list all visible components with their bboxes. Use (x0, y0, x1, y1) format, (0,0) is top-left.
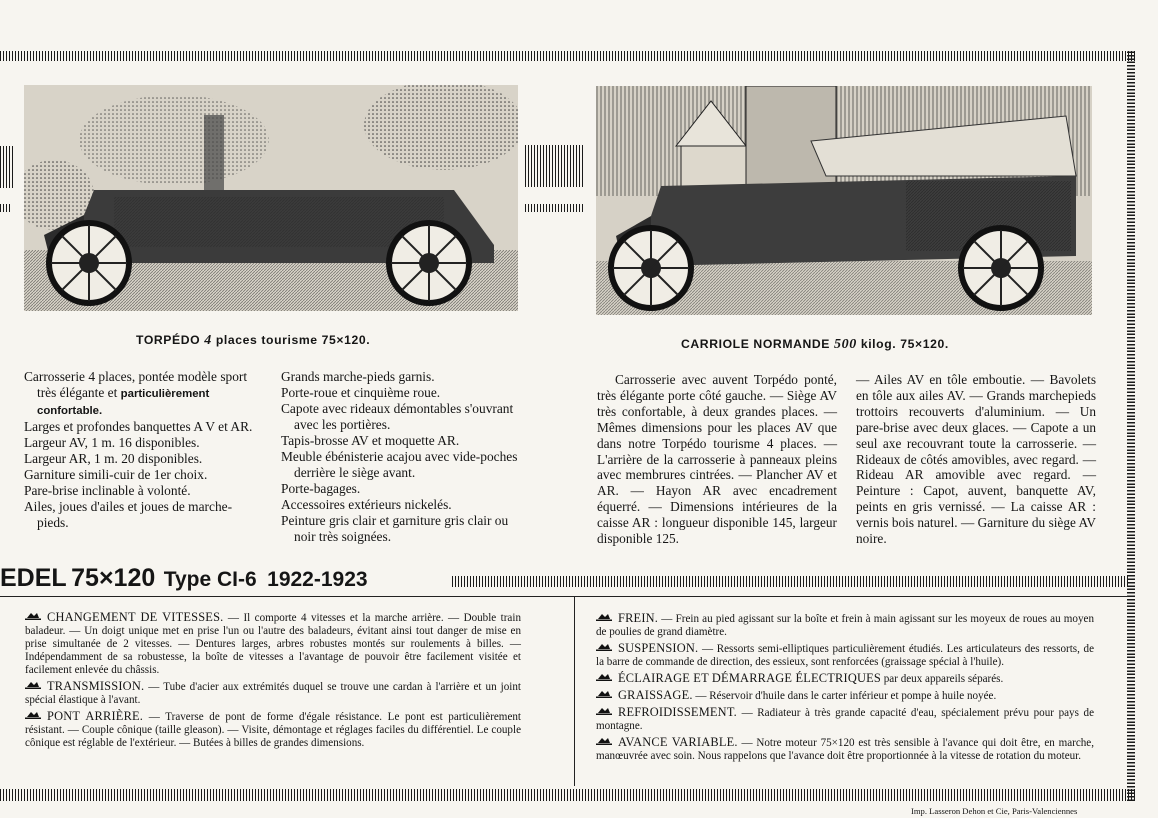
torpedo-caption-title: TORPÉDO (136, 333, 201, 347)
torpedo-feature-item (24, 369, 262, 419)
carriole-description-col2: — Ailes AV en tôle emboutie. — Bavolets en tôle aux ailes AV. — Grands marchepieds trottoirs recouverts d'aluminium. — Un pare-brise avec deux glaces. — Capote a un seul axe recouvrant toute la carrosserie. — Rideaux de côtés amovibles, avec regard. — Rideau AR amovible avec regard. — Peinture : Capot, auvent, banquette AV, peints en gris vernissé. — La caisse AR : vernis bois naturel. — Garniture du siège AV noire. (856, 372, 1096, 547)
spec-paragraph (25, 680, 521, 707)
torpedo-feature-item (24, 435, 262, 451)
specs-left-column (25, 611, 521, 753)
spec-paragraph (596, 642, 1094, 669)
torpedo-feature-text: Largeur AR, 1 m. 20 disponibles. (24, 451, 203, 466)
carriole-description-col1: Carrosserie avec auvent Torpédo ponté, très élégante porte côté gauche. — Siège AV très confortable, à deux grandes places. — Mêmes dimensions pour les places AV que dans notre Torpédo tourisme 4 places. — L'arrière de la carrosserie à panneaux pleins avec membrures cintrées. — Plancher AV et AR. — Hayon AR avec encadrement équerré. — Dimensions intérieures de la caisse AR : longueur disponible 145, largeur disponible 125. (597, 372, 837, 547)
torpedo-feature-item: Peinture gris clair et garniture gris clair ou noir très soignées. (281, 513, 509, 544)
left-side-small-block (0, 204, 10, 212)
center-ornament-small (525, 204, 583, 212)
torpedo-feature-item: Capote avec rideaux démontables s'ouvrant avec les portières. (281, 401, 514, 432)
carriole-caption-title: CARRIOLE NORMANDE (681, 337, 830, 351)
torpedo-feature-item: Porte-roue et cinquième roue. (281, 385, 441, 400)
torpedo-features-col2 (281, 369, 521, 545)
spec-keyword: TRANSMISSION. (47, 679, 145, 694)
spec-keyword: FREIN. (618, 611, 659, 625)
right-border-rule (1127, 51, 1135, 801)
carriole-photo (596, 86, 1092, 315)
torpedo-feature-item: Meuble ébénisterie acajou avec vide-poches derrière le siège avant. (281, 449, 518, 480)
bullet-logo-icon (596, 690, 612, 699)
specs-frame-top (0, 596, 1128, 597)
bullet-logo-icon (25, 681, 41, 690)
torpedo-features-col1 (24, 369, 262, 531)
torpedo-caption (136, 333, 370, 349)
spec-text: — Frein au pied agissant sur la boîte et frein à main agissant sur les moyeux de roues au moyen de poulies de grand diamètre. (596, 613, 1094, 639)
bullet-logo-icon (596, 613, 612, 622)
bullet-logo-icon (596, 673, 612, 682)
spec-text: — Il comporte 4 vitesses et la marche arrière. — Double train baladeur. — Un doigt unique met en prise l'un ou l'autre des baladeurs, évitant ainsi tout danger de mise en prise simultanée de 2 vitesses. — Dentures larges, arbres robustes montés sur roulements à billes. — Indépendamment de sa robustesse, la boîte de vitesses a l'avantage de pouvoir être facilement visitée et facilement enlevée du châssis. (25, 612, 521, 677)
spec-text: par deux appareils séparés. (880, 673, 1004, 686)
torpedo-feature-item (24, 451, 262, 467)
torpedo-feature-text: Carrosserie 4 places, pontée modèle sport très élégante et (24, 369, 248, 400)
heading-size: 75×120 (71, 564, 156, 592)
model-heading (0, 566, 368, 591)
torpedo-feature-text: Garniture simili-cuir de 1er choix. (24, 467, 208, 482)
spec-paragraph (596, 612, 1094, 639)
torpedo-feature-text: Larges et profondes banquettes A V et AR. (24, 419, 253, 434)
left-side-block (0, 146, 13, 188)
specs-right-column (596, 612, 1094, 766)
spec-paragraph (596, 736, 1094, 763)
spec-keyword: SUSPENSION. (618, 641, 699, 656)
bottom-border-rule (0, 789, 1137, 801)
torpedo-feature-text: Pare-brise inclinable à volonté. (24, 483, 191, 498)
bullet-logo-icon (596, 737, 612, 746)
printer-credit: Imp. Lasseron Dehon et Cie, Paris-Valenciennes (911, 806, 1078, 816)
carriole-caption-num: 500 (834, 337, 857, 352)
torpedo-caption-num: 4 (204, 333, 212, 348)
center-ornament-block (525, 145, 583, 187)
torpedo-feature-text: Ailes, joues d'ailes et joues de marche-pieds. (24, 499, 233, 530)
torpedo-feature-item (24, 467, 262, 483)
spec-keyword: PONT ARRIÈRE. (47, 709, 144, 724)
spec-keyword: ÉCLAIRAGE ET DÉMARRAGE ÉLECTRIQUES (618, 671, 881, 686)
torpedo-photo (24, 85, 518, 311)
torpedo-feature-item: Tapis-brosse AV et moquette AR. (281, 433, 460, 448)
spec-paragraph (596, 706, 1094, 733)
heading-rule (452, 576, 1128, 587)
bullet-logo-icon (25, 711, 41, 720)
spec-text: — Radiateur à très grande capacité d'eau, spécialement prévu pour pays de montagne. (596, 707, 1094, 733)
bullet-logo-icon (596, 643, 612, 652)
spec-paragraph (596, 689, 1094, 703)
bullet-logo-icon (25, 612, 41, 621)
spec-paragraph (25, 611, 521, 677)
torpedo-feature-item: Porte-bagages. (281, 481, 361, 496)
torpedo-feature-item: Accessoires extérieurs nickelés. (281, 497, 452, 512)
column-divider (574, 596, 575, 786)
heading-brand: EDEL (0, 564, 67, 592)
spec-text: — Tube d'acier aux extrémités duquel se trouve une cardan à l'arrière et un joint spécial élastique à l'avant. (25, 681, 521, 707)
heading-years: 1922-1923 (267, 568, 368, 591)
carriole-caption (681, 337, 949, 353)
torpedo-feature-item (24, 419, 262, 435)
spec-paragraph (596, 672, 1094, 686)
spec-keyword: GRAISSAGE. (618, 688, 693, 703)
spec-paragraph (25, 710, 521, 750)
spec-keyword: AVANCE VARIABLE. (618, 735, 738, 750)
torpedo-feature-text: Largeur AV, 1 m. 16 disponibles. (24, 435, 200, 450)
torpedo-feature-emphasis: particulièrement confortable. (37, 388, 210, 417)
spec-text: — Réservoir d'huile dans le carter inférieur et pompe à huile noyée. (692, 690, 997, 703)
spec-text: — Ressorts semi-elliptiques particulièrement étudiés. Les articulateurs des ressorts, de la barre de commande de direction, des essieux, sont renforcées (graissage spécial à l'huile). (596, 643, 1094, 669)
spec-keyword: REFROIDISSEMENT. (618, 705, 737, 720)
torpedo-caption-rest: places tourisme 75×120. (215, 333, 371, 347)
torpedo-feature-item (24, 483, 262, 499)
spec-keyword: CHANGEMENT DE VITESSES. (47, 610, 224, 624)
top-border-rule (0, 51, 1137, 61)
heading-type: Type CI-6 (163, 568, 257, 591)
torpedo-feature-item (24, 499, 262, 531)
torpedo-feature-item: Grands marche-pieds garnis. (281, 369, 435, 384)
carriole-caption-rest: kilog. 75×120. (860, 337, 949, 351)
spec-text: — Notre moteur 75×120 est très sensible à l'avance qui doit être, en marche, manœuvrée avec soin. Nous rappelons que l'avance doit être proportionnée à la vitesse de rotation du moteur. (596, 737, 1094, 763)
spec-text: — Traverse de pont de forme d'égale résistance. Le pont est particulièrement résistant. — Couple cônique (taille gleason). — Visite, démontage et réglages faciles du différentiel. Le couple cônique est réglable de l'extérieur. — Butées à billes de grandes dimensions. (25, 711, 521, 750)
bullet-logo-icon (596, 707, 612, 716)
